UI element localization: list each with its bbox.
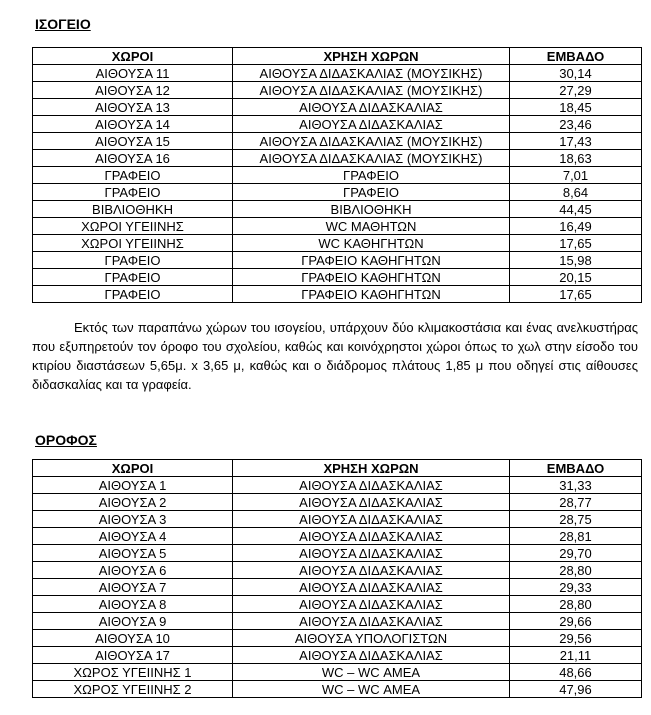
room-use-cell: WC – WC ΑΜΕΑ	[233, 681, 510, 698]
room-use-cell: ΑΙΘΟΥΣΑ ΔΙΔΑΣΚΑΛΙΑΣ	[233, 528, 510, 545]
room-use-cell: ΑΙΘΟΥΣΑ ΔΙΔΑΣΚΑΛΙΑΣ	[233, 562, 510, 579]
ground-floor-table	[32, 47, 642, 303]
room-use-cell: ΑΙΘΟΥΣΑ ΔΙΔΑΣΚΑΛΙΑΣ	[233, 545, 510, 562]
room-use-cell: ΑΙΘΟΥΣΑ ΔΙΔΑΣΚΑΛΙΑΣ	[233, 511, 510, 528]
room-use-cell: ΓΡΑΦΕΙΟ	[233, 167, 510, 184]
room-cell: ΧΩΡΟΙ ΥΓΕΙΙΝΗΣ	[33, 218, 233, 235]
room-cell: ΑΙΘΟΥΣΑ 16	[33, 150, 233, 167]
room-cell: ΑΙΘΟΥΣΑ 14	[33, 116, 233, 133]
room-use-column-header: ΧΡΗΣΗ ΧΩΡΩΝ	[233, 48, 510, 65]
room-cell: ΑΙΘΟΥΣΑ 9	[33, 613, 233, 630]
room-cell: ΓΡΑΦΕΙΟ	[33, 184, 233, 201]
room-cell: ΓΡΑΦΕΙΟ	[33, 286, 233, 303]
room-use-column-header: ΧΡΗΣΗ ΧΩΡΩΝ	[233, 460, 510, 477]
table-row	[33, 286, 642, 303]
table-row	[33, 235, 642, 252]
room-use-cell: ΑΙΘΟΥΣΑ ΔΙΔΑΣΚΑΛΙΑΣ	[233, 579, 510, 596]
room-cell: ΑΙΘΟΥΣΑ 5	[33, 545, 233, 562]
room-cell: ΑΙΘΟΥΣΑ 11	[33, 65, 233, 82]
area-cell: 17,43	[510, 133, 642, 150]
area-cell: 29,56	[510, 630, 642, 647]
table-row	[33, 99, 642, 116]
table-row	[33, 477, 642, 494]
room-use-cell: ΑΙΘΟΥΣΑ ΔΙΔΑΣΚΑΛΙΑΣ (ΜΟΥΣΙΚΗΣ)	[233, 150, 510, 167]
table-row	[33, 82, 642, 99]
room-cell: ΑΙΘΟΥΣΑ 8	[33, 596, 233, 613]
room-use-cell: ΓΡΑΦΕΙΟ	[233, 184, 510, 201]
room-cell: ΑΙΘΟΥΣΑ 3	[33, 511, 233, 528]
room-use-cell: ΑΙΘΟΥΣΑ ΔΙΔΑΣΚΑΛΙΑΣ (ΜΟΥΣΙΚΗΣ)	[233, 65, 510, 82]
room-cell: ΑΙΘΟΥΣΑ 13	[33, 99, 233, 116]
ground-floor-heading: ΙΣΟΓΕΙΟ	[35, 16, 91, 32]
table-row	[33, 133, 642, 150]
table-row	[33, 201, 642, 218]
first-floor-heading: ΟΡΟΦΟΣ	[35, 432, 97, 448]
area-cell: 28,80	[510, 562, 642, 579]
room-use-cell: WC – WC ΑΜΕΑ	[233, 664, 510, 681]
room-use-cell: ΑΙΘΟΥΣΑ ΔΙΔΑΣΚΑΛΙΑΣ	[233, 116, 510, 133]
room-cell: ΑΙΘΟΥΣΑ 10	[33, 630, 233, 647]
table-row	[33, 630, 642, 647]
room-cell: ΑΙΘΟΥΣΑ 7	[33, 579, 233, 596]
area-cell: 47,96	[510, 681, 642, 698]
room-use-cell: ΑΙΘΟΥΣΑ ΔΙΔΑΣΚΑΛΙΑΣ	[233, 596, 510, 613]
room-cell: ΑΙΘΟΥΣΑ 12	[33, 82, 233, 99]
area-cell: 18,63	[510, 150, 642, 167]
rooms-column-header: ΧΩΡΟΙ	[33, 460, 233, 477]
room-cell: ΧΩΡΟΙ ΥΓΕΙΙΝΗΣ	[33, 235, 233, 252]
room-cell: ΓΡΑΦΕΙΟ	[33, 167, 233, 184]
room-use-cell: ΑΙΘΟΥΣΑ ΔΙΔΑΣΚΑΛΙΑΣ	[233, 647, 510, 664]
first-floor-table	[32, 459, 642, 698]
rooms-column-header: ΧΩΡΟΙ	[33, 48, 233, 65]
room-cell: ΑΙΘΟΥΣΑ 1	[33, 477, 233, 494]
table-row	[33, 218, 642, 235]
room-use-cell: ΓΡΑΦΕΙΟ ΚΑΘΗΓΗΤΩΝ	[233, 286, 510, 303]
area-column-header: ΕΜΒΑΔΟ	[510, 48, 642, 65]
room-use-cell: ΑΙΘΟΥΣΑ ΔΙΔΑΣΚΑΛΙΑΣ (ΜΟΥΣΙΚΗΣ)	[233, 82, 510, 99]
room-use-cell: ΑΙΘΟΥΣΑ ΔΙΔΑΣΚΑΛΙΑΣ	[233, 99, 510, 116]
room-cell: ΓΡΑΦΕΙΟ	[33, 252, 233, 269]
area-cell: 29,70	[510, 545, 642, 562]
table-row	[33, 269, 642, 286]
area-cell: 30,14	[510, 65, 642, 82]
table-row	[33, 562, 642, 579]
room-use-cell: WC ΜΑΘΗΤΩΝ	[233, 218, 510, 235]
table-row	[33, 664, 642, 681]
room-use-cell: ΑΙΘΟΥΣΑ ΔΙΔΑΣΚΑΛΙΑΣ	[233, 613, 510, 630]
table-row	[33, 511, 642, 528]
table-row	[33, 252, 642, 269]
area-cell: 29,33	[510, 579, 642, 596]
area-cell: 21,11	[510, 647, 642, 664]
area-cell: 29,66	[510, 613, 642, 630]
room-cell: ΓΡΑΦΕΙΟ	[33, 269, 233, 286]
table-row	[33, 116, 642, 133]
area-column-header: ΕΜΒΑΔΟ	[510, 460, 642, 477]
table-row	[33, 184, 642, 201]
room-use-cell: ΑΙΘΟΥΣΑ ΔΙΔΑΣΚΑΛΙΑΣ	[233, 494, 510, 511]
ground-floor-rows	[33, 65, 642, 303]
room-use-cell: ΒΙΒΛΙΟΘΗΚΗ	[233, 201, 510, 218]
table-row	[33, 647, 642, 664]
table-row	[33, 150, 642, 167]
table-row	[33, 65, 642, 82]
table-row	[33, 613, 642, 630]
room-cell: ΒΙΒΛΙΟΘΗΚΗ	[33, 201, 233, 218]
table-row	[33, 167, 642, 184]
room-use-cell: WC ΚΑΘΗΓΗΤΩΝ	[233, 235, 510, 252]
area-cell: 18,45	[510, 99, 642, 116]
area-cell: 23,46	[510, 116, 642, 133]
table-row	[33, 528, 642, 545]
first-floor-rows	[33, 477, 642, 698]
area-cell: 48,66	[510, 664, 642, 681]
room-cell: ΑΙΘΟΥΣΑ 17	[33, 647, 233, 664]
room-cell: ΧΩΡΟΣ ΥΓΕΙΙΝΗΣ 2	[33, 681, 233, 698]
ground-floor-description: Εκτός των παραπάνω χώρων του ισογείου, υπάρχουν δύο κλιμακοστάσια και ένας ανελκυστήρας που εξυπηρετούν τον όροφο του σχολείου, καθώς και κοινόχρηστοι χώροι όπως το χωλ στην είσοδο του κτιρίου διαστάσεων 5,65μ. x 3,65 μ, καθώς και ο διάδρομος πλάτους 1,85 μ που οδηγεί στις αίθουσες διδασκαλίας και τα γραφεία.	[32, 320, 638, 392]
area-cell: 15,98	[510, 252, 642, 269]
room-cell: ΑΙΘΟΥΣΑ 2	[33, 494, 233, 511]
room-cell: ΑΙΘΟΥΣΑ 15	[33, 133, 233, 150]
room-use-cell: ΓΡΑΦΕΙΟ ΚΑΘΗΓΗΤΩΝ	[233, 252, 510, 269]
room-cell: ΧΩΡΟΣ ΥΓΕΙΙΝΗΣ 1	[33, 664, 233, 681]
room-use-cell: ΑΙΘΟΥΣΑ ΔΙΔΑΣΚΑΛΙΑΣ	[233, 477, 510, 494]
area-cell: 7,01	[510, 167, 642, 184]
area-cell: 17,65	[510, 286, 642, 303]
area-cell: 28,75	[510, 511, 642, 528]
table-row	[33, 681, 642, 698]
room-use-cell: ΑΙΘΟΥΣΑ ΔΙΔΑΣΚΑΛΙΑΣ (ΜΟΥΣΙΚΗΣ)	[233, 133, 510, 150]
room-cell: ΑΙΘΟΥΣΑ 4	[33, 528, 233, 545]
table-row	[33, 545, 642, 562]
table-row	[33, 494, 642, 511]
area-cell: 20,15	[510, 269, 642, 286]
area-cell: 28,77	[510, 494, 642, 511]
area-cell: 16,49	[510, 218, 642, 235]
room-cell: ΑΙΘΟΥΣΑ 6	[33, 562, 233, 579]
area-cell: 17,65	[510, 235, 642, 252]
area-cell: 44,45	[510, 201, 642, 218]
table-row	[33, 579, 642, 596]
room-use-cell: ΑΙΘΟΥΣΑ ΥΠΟΛΟΓΙΣΤΩΝ	[233, 630, 510, 647]
area-cell: 27,29	[510, 82, 642, 99]
table-row	[33, 596, 642, 613]
table-header-row	[33, 48, 642, 65]
table-header-row	[33, 460, 642, 477]
area-cell: 28,81	[510, 528, 642, 545]
area-cell: 8,64	[510, 184, 642, 201]
area-cell: 31,33	[510, 477, 642, 494]
area-cell: 28,80	[510, 596, 642, 613]
room-use-cell: ΓΡΑΦΕΙΟ ΚΑΘΗΓΗΤΩΝ	[233, 269, 510, 286]
